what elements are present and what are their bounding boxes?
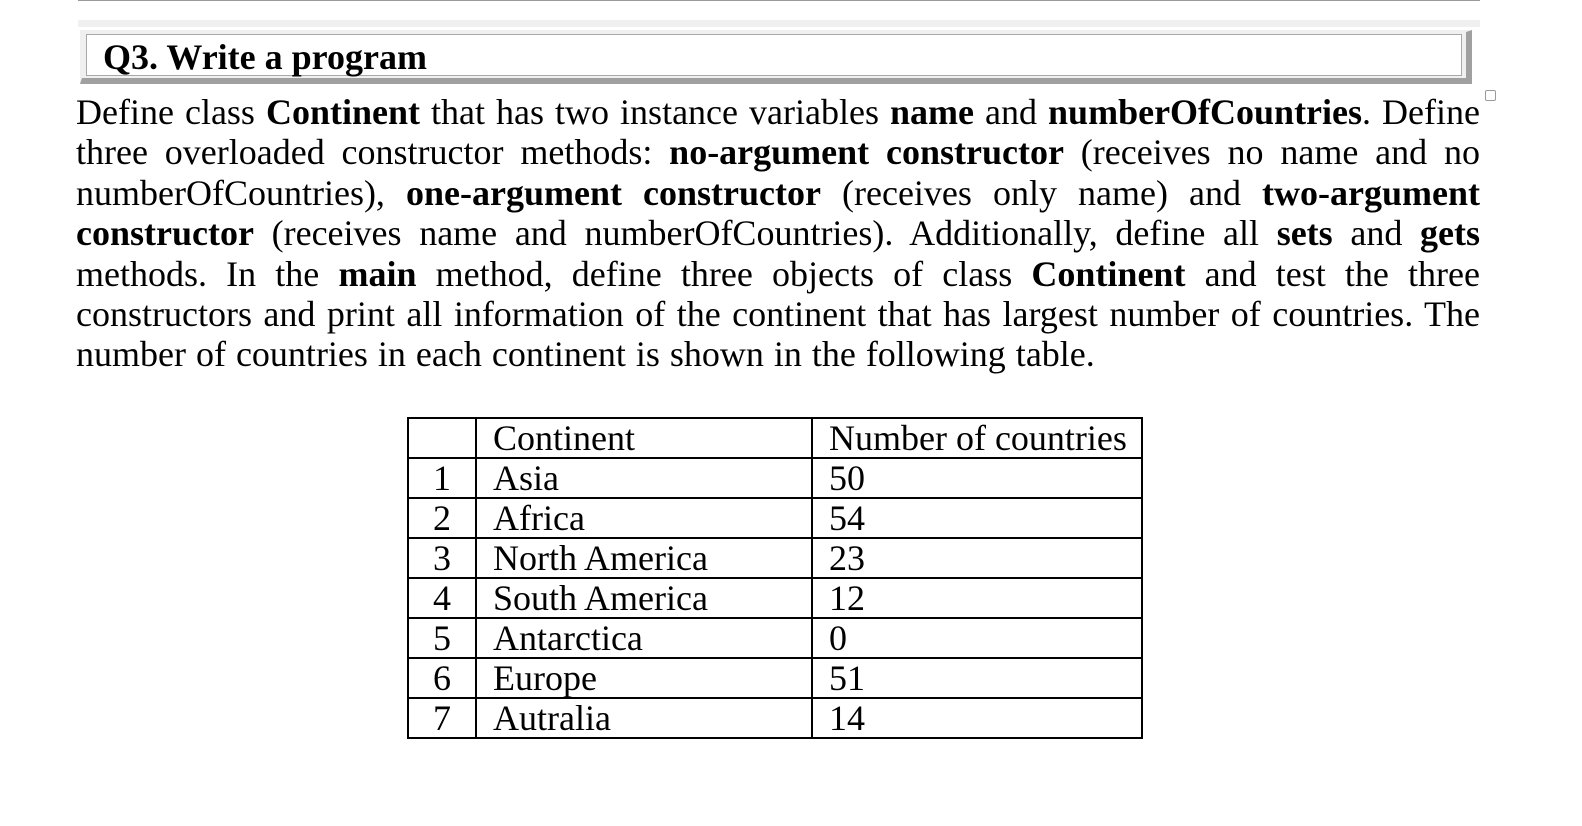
top-divider: [78, 0, 1480, 1]
paragraph-text: that has two instance variables: [420, 92, 890, 132]
paragraph-bold-term: Continent: [1031, 253, 1186, 294]
row-index: 6: [408, 658, 476, 698]
continent-name: North America: [476, 538, 812, 578]
paragraph-text: Define class: [76, 92, 266, 132]
row-index: 2: [408, 498, 476, 538]
continent-name: South America: [476, 578, 812, 618]
table-row: [408, 458, 1142, 498]
row-index: 1: [408, 458, 476, 498]
paragraph-text: (receives no name and no numberOfCountries),: [76, 132, 1480, 213]
table-row: [408, 538, 1142, 578]
country-count: 14: [812, 698, 1142, 738]
paragraph-text: and: [1332, 213, 1421, 254]
header-continent: Continent: [476, 418, 812, 458]
top-band: [78, 20, 1480, 27]
continents-table: [407, 417, 1143, 739]
paragraph-bold-term: Continent: [265, 92, 420, 132]
country-count: 12: [812, 578, 1142, 618]
paragraph-text: (receives only name) and: [820, 172, 1263, 213]
question-heading-box: [80, 30, 1472, 84]
country-count: 0: [812, 618, 1142, 658]
table-row: [408, 658, 1142, 698]
continent-name: Africa: [476, 498, 812, 538]
country-count: 23: [812, 538, 1142, 578]
country-count: 50: [812, 458, 1142, 498]
question-heading-frame: [86, 34, 1462, 76]
paragraph-bold-term: two-argument constructor: [76, 172, 1480, 254]
header-index: [408, 418, 476, 458]
header-number-of-countries: Number of countries: [812, 418, 1142, 458]
paragraph-text: method, define three objects of class: [416, 253, 1032, 294]
question-heading: Q3. Write a program: [103, 37, 427, 77]
row-index: 3: [408, 538, 476, 578]
table-row: [408, 618, 1142, 658]
table-row: [408, 698, 1142, 738]
table-row: [408, 498, 1142, 538]
paragraph-bold-term: main: [338, 253, 417, 294]
paragraph-bold-term: sets: [1276, 213, 1333, 254]
continent-name: Asia: [476, 458, 812, 498]
paragraph-bold-term: numberOfCountries: [1048, 92, 1363, 132]
country-count: 54: [812, 498, 1142, 538]
paragraph-text: methods. In the: [76, 253, 339, 294]
country-count: 51: [812, 658, 1142, 698]
continent-name: Autralia: [476, 698, 812, 738]
table-row: [408, 578, 1142, 618]
continent-name: Antarctica: [476, 618, 812, 658]
paragraph-text: . Define three overloaded constructor methods:: [76, 92, 1480, 173]
paragraph-text: and test the three constructors and print all information of the continent that has largest number of countries. The number of countries in each continent is shown in the following table.: [76, 253, 1480, 375]
row-index: 5: [408, 618, 476, 658]
paragraph-bold-term: one-argument constructor: [406, 172, 821, 213]
paragraph-bold-term: gets: [1420, 213, 1480, 254]
row-index: 7: [408, 698, 476, 738]
resize-handle-icon[interactable]: [1485, 90, 1496, 101]
paragraph-bold-term: no-argument constructor: [669, 132, 1064, 173]
question-paragraph: [76, 92, 1480, 375]
paragraph-text: and: [974, 92, 1049, 132]
table-header-row: [408, 418, 1142, 458]
paragraph-bold-term: name: [890, 92, 974, 132]
continent-name: Europe: [476, 658, 812, 698]
row-index: 4: [408, 578, 476, 618]
paragraph-text: (receives name and numberOfCountries). Additionally, define all: [253, 213, 1277, 254]
